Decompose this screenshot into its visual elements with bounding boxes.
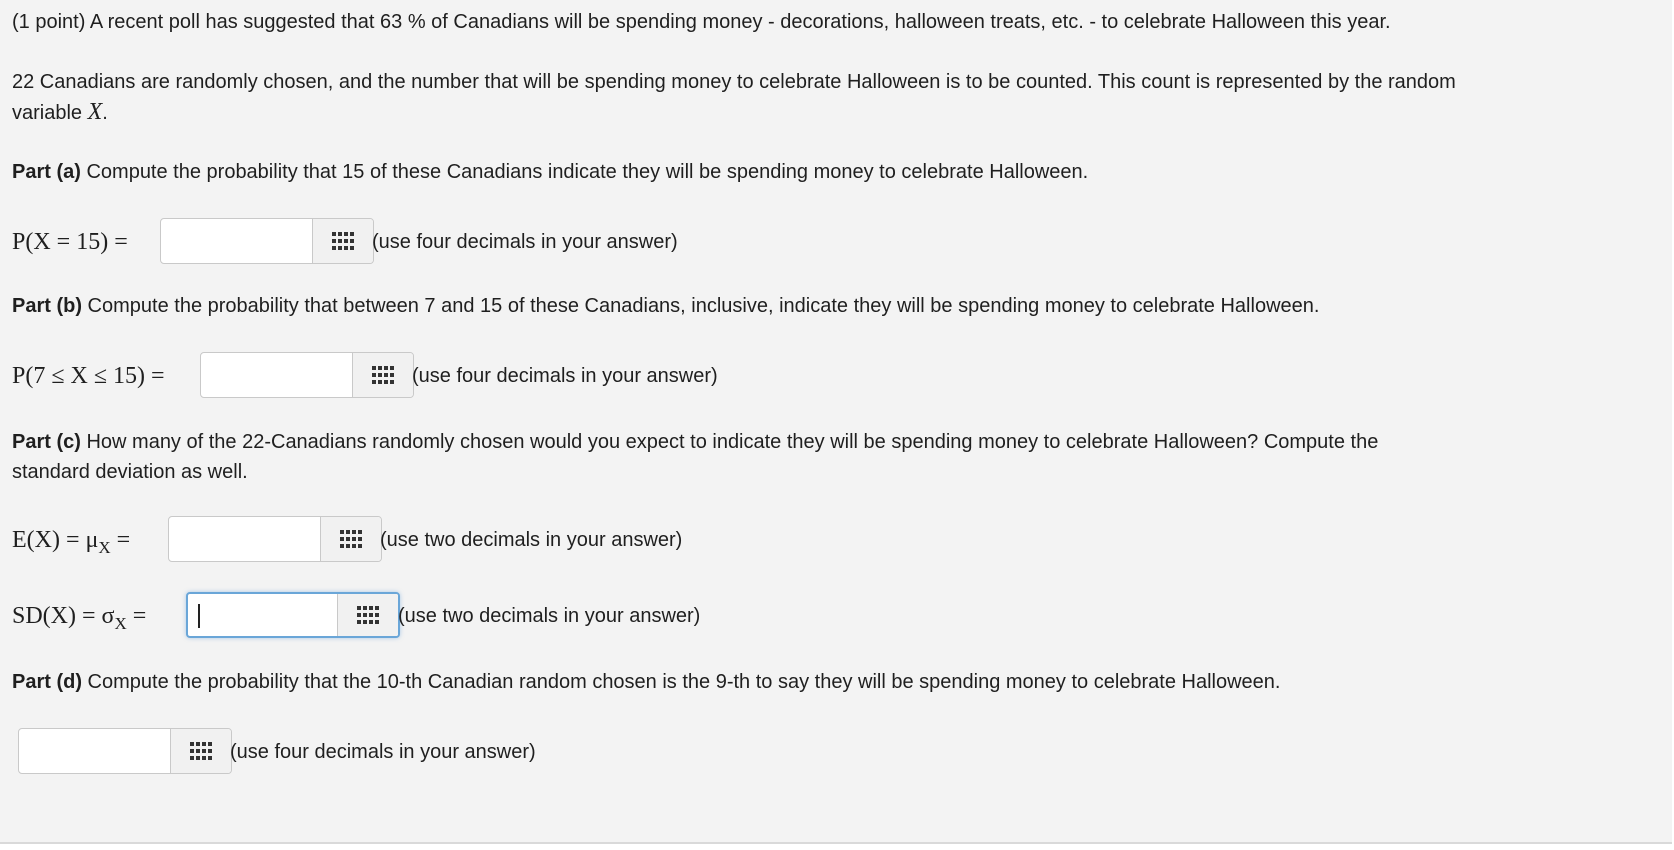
- keypad-grid-icon: [372, 366, 394, 384]
- sd-subscript: X: [114, 613, 127, 633]
- part-d-label: Part (d): [12, 671, 82, 693]
- part-c-sd-equation-editor-button[interactable]: [337, 594, 398, 636]
- part-d-hint: (use four decimals in your answer): [230, 741, 536, 763]
- part-c-text: How many of the 22-Canadians randomly chosen would you expect to indicate they will be spending money to celebrate Halloween? Compute the: [80, 431, 1379, 453]
- part-b-answer-input[interactable]: [201, 353, 353, 397]
- mean-expr-text: E(X) = μ: [12, 527, 99, 553]
- mean-subscript: X: [98, 537, 111, 557]
- part-b-expression: P(7 ≤ X ≤ 15) =: [12, 363, 165, 389]
- part-b-answer-row: [12, 352, 912, 400]
- keypad-grid-icon: [190, 742, 212, 760]
- setup-text: variable: [12, 102, 88, 124]
- part-b-hint: (use four decimals in your answer): [412, 365, 718, 387]
- part-d-equation-editor-button[interactable]: [170, 729, 231, 773]
- part-a-text: Compute the probability that 15 of these Canadians indicate they will be spending money to celebrate Halloween.: [80, 161, 1089, 183]
- part-b-answer-box: [200, 352, 414, 398]
- part-b-equation-editor-button[interactable]: [352, 353, 413, 397]
- problem-setup-line1: 22 Canadians are randomly chosen, and the number that will be spending money to celebrate Halloween is to be counted. This count is represented by the random: [12, 71, 1456, 93]
- text-cursor: [198, 604, 200, 628]
- setup-period: .: [102, 102, 108, 124]
- part-c-question-line1: [12, 426, 1378, 458]
- part-d-text: Compute the probability that the 10-th Canadian random chosen is the 9-th to say they will be spending money to celebrate Halloween.: [82, 671, 1281, 693]
- part-c-mean-row: [12, 516, 912, 564]
- problem-intro: (1 point) A recent poll has suggested that 63 % of Canadians will be spending money - decorations, halloween treats, etc. - to celebrate Halloween this year.: [12, 11, 1391, 33]
- part-c-label: Part (c): [12, 431, 81, 453]
- part-c-sd-row: [12, 592, 912, 640]
- mean-equals: =: [110, 527, 131, 553]
- part-d-answer-row: [18, 728, 918, 776]
- part-c-sd-expression: [12, 600, 146, 640]
- sd-expr-text: SD(X) = σ: [12, 603, 115, 629]
- part-c-sd-input[interactable]: [188, 594, 340, 636]
- sd-equals: =: [126, 603, 147, 629]
- part-c-mean-expression: [12, 524, 130, 564]
- keypad-grid-icon: [340, 530, 362, 548]
- setup-variable: X: [87, 99, 103, 125]
- part-c-sd-hint: (use two decimals in your answer): [398, 605, 701, 627]
- part-a-answer-row: [12, 218, 912, 266]
- part-b-question: [12, 290, 1319, 322]
- part-c-mean-equation-editor-button[interactable]: [320, 517, 381, 561]
- part-a-label: Part (a): [12, 161, 81, 183]
- part-b-label: Part (b): [12, 295, 82, 317]
- part-b-text: Compute the probability that between 7 and 15 of these Canadians, inclusive, indicate they will be spending money to celebrate Halloween.: [82, 295, 1320, 317]
- part-c-question-line2: standard deviation as well.: [12, 461, 248, 483]
- part-a-answer-box: [160, 218, 374, 264]
- part-c-mean-input[interactable]: [169, 517, 321, 561]
- part-c-mean-hint: (use two decimals in your answer): [380, 529, 683, 551]
- part-d-answer-box: [18, 728, 232, 774]
- keypad-grid-icon: [332, 232, 354, 250]
- keypad-grid-icon: [357, 606, 379, 624]
- part-a-hint: (use four decimals in your answer): [372, 231, 678, 253]
- part-c-mean-answer-box: [168, 516, 382, 562]
- part-a-answer-input[interactable]: [161, 219, 313, 263]
- part-a-equation-editor-button[interactable]: [312, 219, 373, 263]
- part-d-answer-input[interactable]: [19, 729, 171, 773]
- part-a-expression: P(X = 15) =: [12, 229, 128, 255]
- part-d-question: [12, 666, 1281, 698]
- part-c-sd-answer-box: [186, 592, 400, 638]
- part-a-question: [12, 156, 1088, 188]
- problem-setup-line2: [12, 96, 108, 129]
